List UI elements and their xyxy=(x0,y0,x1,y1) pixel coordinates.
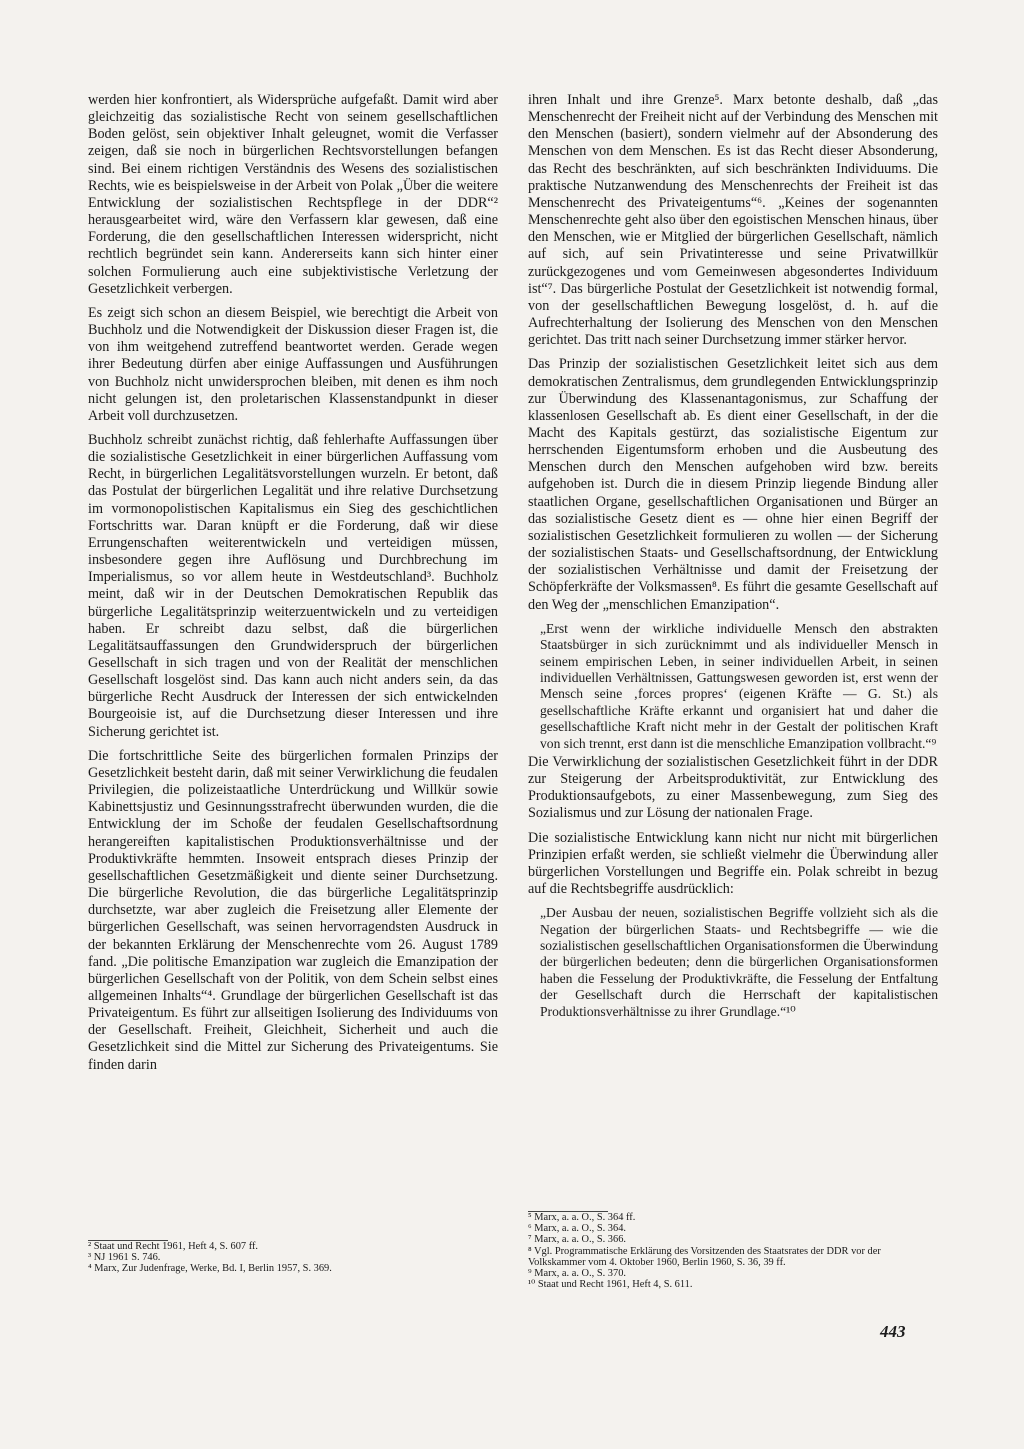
paragraph: Buchholz schreibt zunächst richtig, daß fehlerhafte Auffassungen über die sozialistische Gesetzlichkeit in einer bürgerlichen Auffassung vom Recht, in bürgerlichen Legalitätsvorstellungen wurzeln. Er betont, daß das Postulat der bürgerlichen Legalität und ihre relative Durchsetzung im vormonopolistischen Kapitalismus ein Sieg des geschichtlichen Fortschritts war. Daran knüpft er die Forderung, daß wir diese Errungenschaften weiterentwickeln und verteidigen müssen, insbesondere gegen ihre Auflösung und Durchbrechung im Imperialismus, so vor allem heute in Westdeutschland³. Buchholz meint, daß wir in der Deutschen Demokratischen Republik das bürgerliche Legalitätsprinzip weiterzuentwickeln und zu verteidigen haben. Er schreibt dazu selbst, daß die bürgerlichen Legalitätsauffassungen den Grundwiderspruch der bürgerlichen Gesellschaft in sich tragen und von der Realität der menschlichen Gesellschaft losgelöst sind. Das kann auch nicht anders sein, da das bürgerliche Recht Ausdruck der Interessen der sich entwickelnden Bourgeoisie ist, auf die Durchsetzung dieser Interessen und ihre Sicherung gerichtet ist. xyxy=(88,431,498,740)
footnote: ⁹ Marx, a. a. O., S. 370. xyxy=(528,1268,626,1280)
right-column xyxy=(528,92,938,1022)
paragraph: ihren Inhalt und ihre Grenze⁵. Marx betonte deshalb, daß „das Menschenrecht der Freiheit nicht auf der Verbindung des Menschen mit den Menschen (basiert), sondern vielmehr auf der Absonderung des Menschen von dem Menschen. Es ist das Recht dieser Absonderung, das Recht des beschränkten, auf sich beschränkten Individuums. Die praktische Nutzanwendung des Menschenrechts der Freiheit ist das Menschenrecht des Privateigentums“⁶. „Keines der sogenannten Menschenrechte geht also über den egoistischen Menschen hinaus, über den Menschen, wie er Mitglied der bürgerlichen Gesellschaft, nämlich auf sich, auf sein Privatinteresse und seine Privatwillkür zurückgezogenes und vom Gemeinwesen abgesondertes Individuum ist“⁷. Das bürgerliche Postulat der Gesetzlichkeit ist notwendig formal, von der gesellschaftlichen Bewegung losgelöst, d. h. auf die Aufrechterhaltung der Isolierung des Menschen von den Menschen gerichtet. Das tritt nach seiner Durchsetzung immer stärker hervor. xyxy=(528,92,938,349)
paragraph: Es zeigt sich schon an diesem Beispiel, wie berechtigt die Arbeit von Buchholz und die Notwendigkeit der Diskussion dieser Fragen ist, die von ihm weitgehend zutreffend beantwortet werden. Gerade wegen ihrer Bedeutung dürfen aber einige Auffassungen und Ausführungen von Buchholz nicht unwidersprochen bleiben, mit denen es ihm noch nicht gelungen ist, den proletarischen Klassenstandpunkt in dieser Arbeit voll durchzusetzen. xyxy=(88,304,498,424)
left-footnotes xyxy=(88,1240,498,1275)
footnote: ⁸ Vgl. Programmatische Erklärung des Vorsitzenden des Staatsrates der DDR vor der Volkskammer vom 4. Oktober 1960, Berlin 1960, S. 36, 39 ff. xyxy=(528,1245,881,1268)
paragraph: Die fortschrittliche Seite des bürgerlichen formalen Prinzips der Gesetzlichkeit besteht darin, daß mit seiner Verwirklichung die feudalen Privilegien, die polizeistaatliche Unterdrückung und Willkür sowie Kabinettsjustiz und Gesinnungsstrafrecht überwunden wurden, die die Entwicklung der im Schoße der feudalen Gesellschaftsordnung herangereiften kapitalistischen Produktionsverhältnisse und der Produktivkräfte hemmten. Insoweit entsprach dieses Prinzip der gesellschaftlichen Gesetzmäßigkeit und diente seiner Durchsetzung. Die bürgerliche Revolution, die das bürgerliche Legalitätsprinzip durchsetzte, war aber zugleich die Freisetzung aller Elemente der bürgerlichen Gesellschaft, was seinen hervorragendsten Ausdruck in der bekannten Erklärung der Menschenrechte vom 26. August 1789 fand. „Die politische Emanzipation war zugleich die Emanzipation der bürgerlichen Gesellschaft von der Politik, von dem Schein selbst eines allgemeinen Inhalts“⁴. Grundlage der bürgerlichen Gesellschaft ist das Privateigentum. Es führt zur allseitigen Isolierung des Individuums von der Gesellschaft. Freiheit, Gleichheit, Sicherheit und auch die Gesetzlichkeit sind die Mittel zur Sicherung des Privateigentums. Sie finden darin xyxy=(88,747,498,1073)
page-number: 443 xyxy=(880,1322,906,1341)
paragraph: Das Prinzip der sozialistischen Gesetzlichkeit leitet sich aus dem demokratischen Zentralismus, dem grundlegenden Entwicklungsprinzip zur Überwindung des Klassenantagonismus, zur Schaffung der klassenlosen Gesellschaft ab. Es dient einer Gesellschaft, in der die Macht des Kapitals gestürzt, das sozialistische Eigentum zur herrschenden Eigentumsform erhoben und die Ausbeutung des Menschen durch den Menschen aufgehoben wird bzw. bereits aufgehoben ist. Durch die in diesem Prinzip liegende Bindung aller staatlichen Organe, gesellschaftlichen Organisationen und Bürger an das sozialistische Gesetz dient es — ohne hier einen Begriff der sozialistischen Gesetzlichkeit formulieren zu wollen — der Sicherung der sozialistischen Staats- und Gesellschaftsordnung, der Entwicklung der sozialistischen Verhältnisse und damit der Freisetzung der Schöpferkräfte der Volksmassen⁸. Es führt die gesamte Gesellschaft auf den Weg der „menschlichen Emanzipation“. xyxy=(528,356,938,613)
footnote: ¹⁰ Staat und Recht 1961, Heft 4, S. 611. xyxy=(528,1279,693,1291)
footnote: ⁵ Marx, a. a. O., S. 364 ff. xyxy=(528,1212,636,1223)
footnote: ⁶ Marx, a. a. O., S. 364. xyxy=(528,1223,626,1235)
paragraph: Die sozialistische Entwicklung kann nicht nur nicht mit bürgerlichen Prinzipien erfaßt werden, sie schließt vielmehr die Überwindung aller bürgerlichen Vorstellungen und Begriffe ein. Polak schreibt in bezug auf die Rechtsbegriffe ausdrücklich: xyxy=(528,829,938,898)
left-column xyxy=(88,92,498,1081)
right-footnotes xyxy=(528,1211,938,1290)
footnote: ⁷ Marx, a. a. O., S. 366. xyxy=(528,1234,626,1246)
block-quote: „Der Ausbau der neuen, sozialistischen Begriffe vollzieht sich als die Negation der bürgerlichen Staats- und Rechtsbegriffe — wie die sozialistischen gesellschaftlichen Organisationsformen die Überwindung der bürgerlichen bedeuten; denn die bürgerlichen Organisationsformen haben die Fesselung der Produktivkräfte, die Fesselung der Entfaltung der Gesellschaft durch die Herrschaft der kapitalistischen Produktionsverhältnisse zu ihrer Grundlage.“¹⁰ xyxy=(540,905,938,1019)
footnote: ² Staat und Recht 1961, Heft 4, S. 607 ff. xyxy=(88,1241,259,1252)
block-quote: „Erst wenn der wirkliche individuelle Mensch den abstrakten Staatsbürger in sich zurücknimmt und als individueller Mensch in seinem empirischen Leben, in seiner individuellen Arbeit, in seinen individuellen Verhältnissen, Gattungswesen geworden ist, erst wenn der Mensch seine ‚forces propres‘ (eigenen Kräfte — G. St.) als gesellschaftliche Kräfte erkannt und organisiert hat und daher die gesellschaftliche Kraft nicht mehr in der Gestalt der politischen Kraft von sich trennt, erst dann ist die menschliche Emanzipation vollbracht.“⁹ xyxy=(540,620,938,751)
footnote: ³ NJ 1961 S. 746. xyxy=(88,1252,161,1264)
paragraph: werden hier konfrontiert, als Widersprüche aufgefaßt. Damit wird aber gleichzeitig das sozialistische Recht von seinem gesellschaftlichen Boden gelöst, sein objektiver Inhalt geleugnet, womit die Verfasser zeigen, daß sie noch in bürgerlichen Rechtsvorstellungen befangen sind. Bei einem richtigen Verständnis des Wesens des sozialistischen Rechts, wie es beispielsweise in der Arbeit von Polak „Über die weitere Entwicklung der sozialistischen Rechtspflege in der DDR“² herausgearbeitet wird, wäre den Verfassern klar gewesen, daß eine Forderung, die den gesellschaftlichen Interessen widerspricht, nicht rechtlich begründet sein kann. Andererseits kann sich hinter einer solchen Formulierung auch eine subjektivistische Verletzung der Gesetzlichkeit verbergen. xyxy=(88,92,498,297)
paragraph: Die Verwirklichung der sozialistischen Gesetzlichkeit führt in der DDR zur Steigerung der Arbeitsproduktivität, zur Entwicklung des Produktionsaufgebots, zu einer Massenbewegung, zum Sieg des Sozialismus und zur Lösung der nationalen Frage. xyxy=(528,753,938,822)
footnote: ⁴ Marx, Zur Judenfrage, Werke, Bd. I, Berlin 1957, S. 369. xyxy=(88,1263,332,1275)
